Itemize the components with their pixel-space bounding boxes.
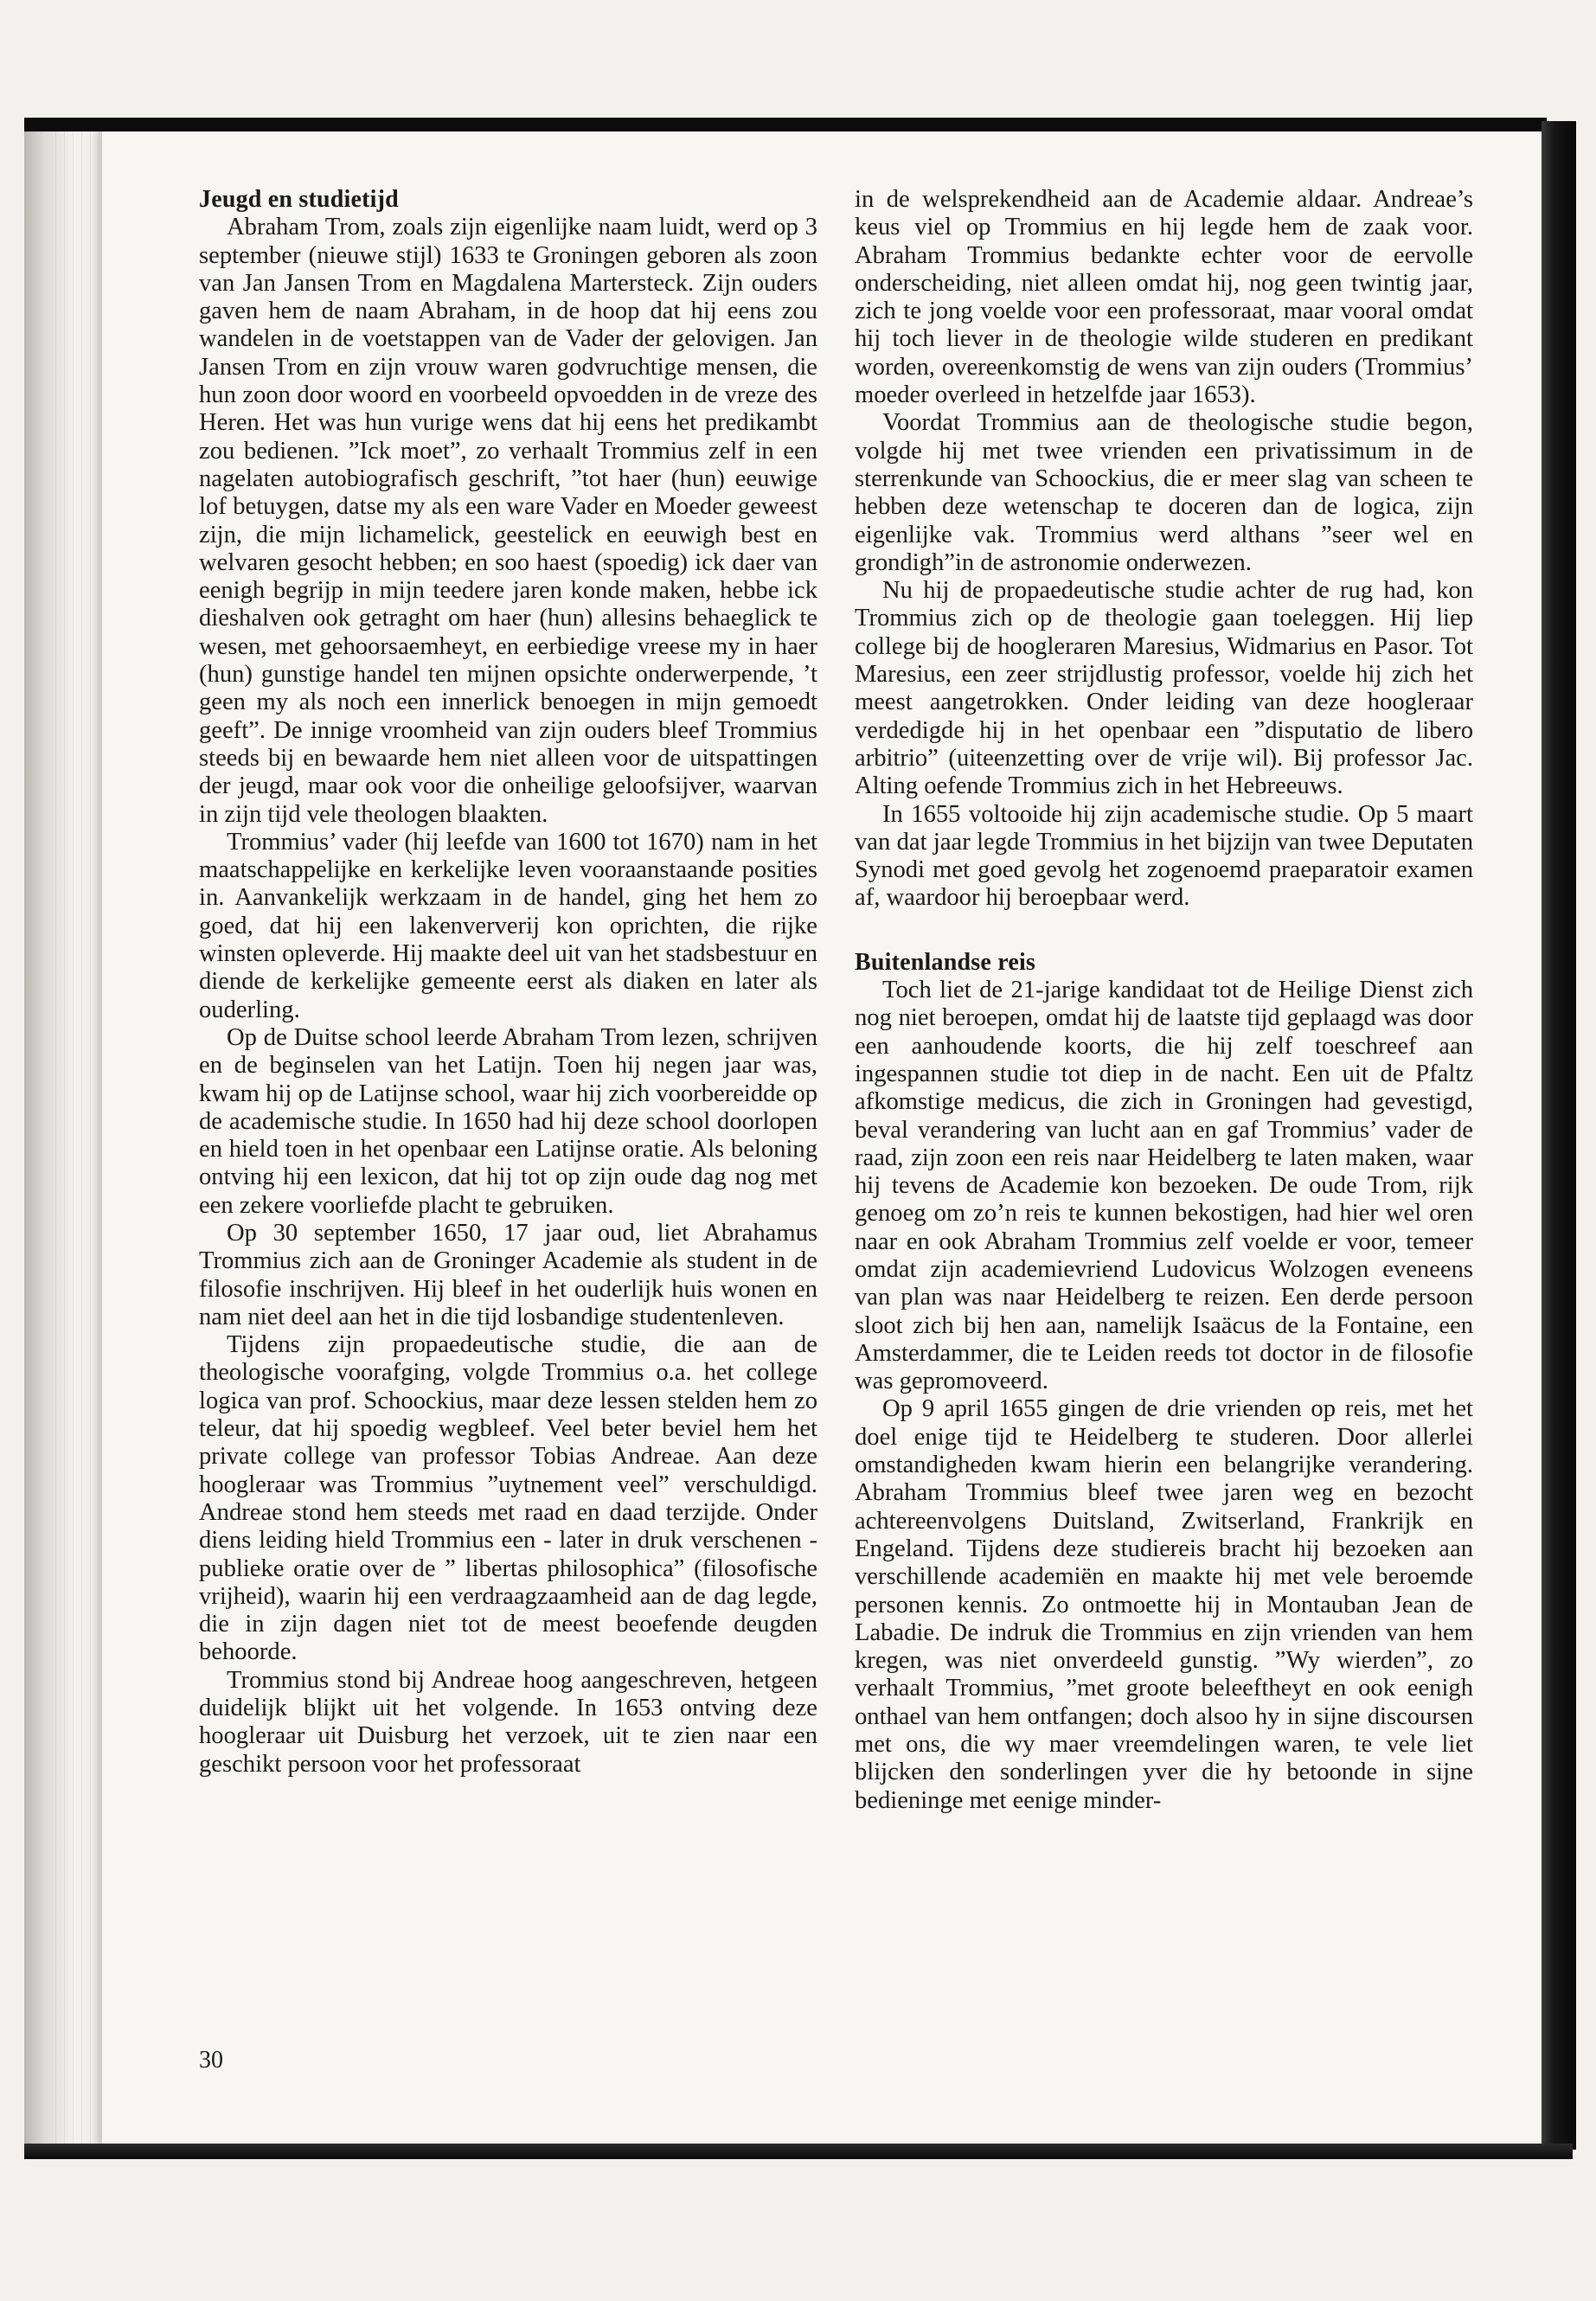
scan-right-border xyxy=(1542,121,1576,2150)
right-column xyxy=(855,186,1473,1815)
paragraph: Tijdens zijn propaedeutische studie, die aan de theologische voorafging, volgde Trommius o.a. het college logica van prof. Schoockius, maar deze lessen stelden hem zo teleur, dat hij spoedig wegbleef. Veel beter beviel hem het private college van professor Tobias Andreae. Aan deze hoogleraar was Trommius ”uytnement veel” verschuldigd. Andreae stond hem steeds met raad en daad terzijde. Onder diens leiding hield Trommius een - later in druk verschenen - publieke oratie over de ” libertas philosophica” (filosofische vrijheid), waarin hij een verdraagzaamheid aan de dag legde, die in zijn dagen niet tot de meest beoefende deugden behoorde. xyxy=(199,1331,817,1666)
paragraph: Op de Duitse school leerde Abraham Trom lezen, schrijven en de beginselen van het Latijn. Toen hij negen jaar was, kwam hij op de Latijnse school, waar hij zich voorbereidde op de academische studie. In 1650 had hij deze school doorlopen en hield toen in het openbaar een Latijnse oratie. Als beloning ontving hij een lexicon, dat hij tot op zijn oude dag nog met een zekere voorliefde placht te gebruiken. xyxy=(199,1023,817,1219)
paragraph: in de welsprekendheid aan de Academie aldaar. Andreae’s keus viel op Trommius en hij legde hem de zaak voor. Abraham Trommius bedankte echter voor de eervolle onderscheiding, niet alleen omdat hij, nog geen twintig jaar, zich te jong voelde voor een professoraat, maar vooral omdat hij toch liever in de theologie wilde studeren en predikant worden, overeenkomstig de wens van zijn ouders (Trommius’ moeder overleed in hetzelfde jaar 1653). xyxy=(855,186,1473,409)
paragraph: Nu hij de propaedeutische studie achter de rug had, kon Trommius zich op de theologie gaan toeleggen. Hij liep college bij de hoogleraren Maresius, Widmarius en Pasor. Tot Maresius, een zeer strijdlustig professor, voelde hij zich het meest aangetrokken. Onder leiding van deze hoogleraar verdedigde hij in het openbaar een ”disputatio de libero arbitrio” (uiteenzetting over de vrije wil). Bij professor Jac. Alting oefende Trommius zich in het Hebreeuws. xyxy=(855,577,1473,800)
paragraph: Op 9 april 1655 gingen de drie vrienden op reis, met het doel enige tijd te Heidelberg te studeren. Door allerlei omstandigheden kwam hierin een belangrijke verandering. Abraham Trommius bleef twee jaren weg en bezocht achtereenvolgens Duitsland, Zwitserland, Frankrijk en Engeland. Tijdens deze studiereis bracht hij bezoeken aan verschillende academiën en maakte hij met vele beroemde personen kennis. Zo ontmoette hij in Montauban Jean de Labadie. De indruk die Trommius en zijn vrienden van hem kregen, was niet onverdeeld gunstig. ”Wy wierden”, zo verhaalt Trommius, ”met groote beleeftheyt en ook eenigh onthael van hem ontfangen; doch alsoo hy in sijne discoursen met ons, die wy maer vreemdelingen waren, te vele liet blijcken den sonderlingen yver die hy betoonde in sijne bedieninge met eenige minder- xyxy=(855,1395,1473,1814)
paragraph: In 1655 voltooide hij zijn academische studie. Op 5 maart van dat jaar legde Trommius in het bijzijn van twee Deputaten Synodi met goed gevolg het zogenoemd praeparatoir examen af, waardoor hij beroepbaar werd. xyxy=(855,800,1473,912)
section-heading-jeugd: Jeugd en studietijd xyxy=(199,186,399,213)
left-column xyxy=(199,186,817,1779)
paragraph: Trommius stond bij Andreae hoog aangeschreven, hetgeen duidelijk blijkt uit het volgende. In 1653 ontving deze hoogleraar uit Duisburg het verzoek, uit te zien naar een geschikt persoon voor het professoraat xyxy=(199,1666,817,1778)
paragraph: Toch liet de 21-jarige kandidaat tot de Heilige Dienst zich nog niet beroepen, omdat hij de laatste tijd geplaagd was door een aanhoudende koorts, die hij zelf toeschreef aan ingespannen studie tot diep in de nacht. Een uit de Pfaltz afkomstige medicus, die zich in Groningen had gevestigd, beval verandering van lucht aan en gaf Trommius’ vader de raad, zijn zoon een reis naar Heidelberg te laten maken, waar hij tevens de Academie kon bezoeken. De oude Trom, rijk genoeg om zo’n reis te kunnen bekostigen, had hier wel oren naar en ook Abraham Trommius zelf voelde er voor, temeer omdat zijn academievriend Ludovicus Wolzogen eveneens van plan was naar Heidelberg te reizen. Een derde persoon sloot zich bij hen aan, namelijk Isaäcus de la Fontaine, een Amsterdammer, die te Leiden reeds tot doctor in de filosofie was gepromoveerd. xyxy=(855,977,1473,1395)
section-gap xyxy=(855,913,1473,949)
scan-bottom-border xyxy=(24,2144,1573,2159)
section-heading-buitenlandse-reis: Buitenlandse reis xyxy=(855,948,1036,976)
scan-top-border xyxy=(24,118,1547,131)
paragraph: Op 30 september 1650, 17 jaar oud, liet Abrahamus Trommius zich aan de Groninger Academie als student in de filosofie inschrijven. Hij bleef in het ouderlijk huis wonen en nam niet deel aan het in die tijd losbandige studentenleven. xyxy=(199,1219,817,1330)
paragraph: Voordat Trommius aan de theologische studie begon, volgde hij met twee vrienden een privatissimum in de sterrenkunde van Schoockius, die er meer slag van scheen te hebben deze wetenschap te doceren dan de logica, zijn eigenlijke vak. Trommius werd althans ”seer wel en grondigh”in de astronomie onderwezen. xyxy=(855,409,1473,576)
paragraph: Trommius’ vader (hij leefde van 1600 tot 1670) nam in het maatschappelijke en kerkelijke leven vooraanstaande posities in. Aanvankelijk werkzaam in de handel, ging het hem zo goed, dat hij een lakenververij kon oprichten, die rijke winsten opleverde. Hij maakte deel uit van het stadsbestuur en diende de kerkelijke gemeente eerst als diaken en later als ouderling. xyxy=(199,828,817,1023)
page-number: 30 xyxy=(199,2047,223,2073)
paragraph: Abraham Trom, zoals zijn eigenlijke naam luidt, werd op 3 september (nieuwe stijl) 1633 te Groningen geboren als zoon van Jan Jansen Trom en Magdalena Martersteck. Zijn ouders gaven hem de naam Abraham, in de hoop dat hij eens zou wandelen in de voetstappen van de Vader der gelovigen. Jan Jansen Trom en zijn vrouw waren godvruchtige mensen, die hun zoon door woord en voorbeeld opvoedden in de vreze des Heren. Het was hun vurige wens dat hij eens het predikambt zou bedienen. ”Ick moet”, zo verhaalt Trommius zelf in een nagelaten autobiografisch geschrift, ”tot haer (hun) eeuwige lof betuygen, datse my als een ware Vader en Moeder geweest zijn, die mijn lichamelick, geestelick en eeuwigh best en welvaren gesocht hebben; en soo haest (spoedig) ick daer van eenigh begrijp in mijn teedere jaren konde maken, hebbe ick dieshalven ook getraght om haer (hun) allesins behaeglick te wesen, met gehoorsaemheyt, en eerbiedige vreese my in haer (hun) gunstige handel ten mijnen opsichte onderwerpende, ’t geen my als noch een innerlick benoegen in mijn gemoedt geeft”. De innige vroomheid van zijn ouders bleef Trommius steeds bij en bewaarde hem niet alleen voor de uitspattingen der jeugd, maar ook voor die onheilige geloofsijver, waarvan in zijn tijd vele theologen blaakten. xyxy=(199,214,817,828)
